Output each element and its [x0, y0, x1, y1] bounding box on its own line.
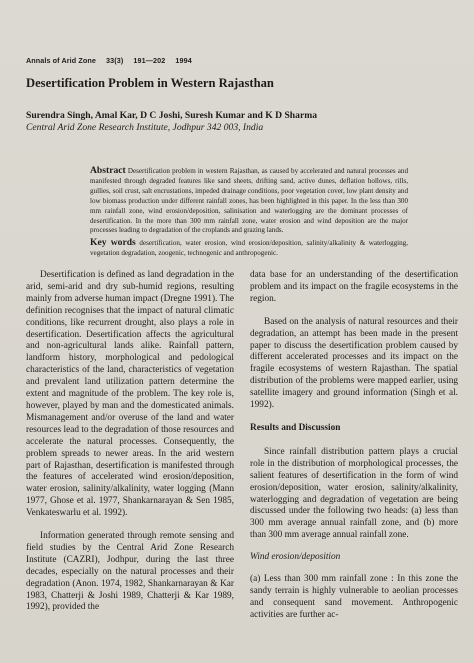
abstract-paragraph [90, 166, 408, 236]
author-affiliation: Central Arid Zone Research Institute, Jodhpur 342 003, India [26, 122, 264, 133]
journal-year: 1994 [175, 56, 192, 65]
abstract-label: Abstract [90, 165, 126, 176]
left-column [26, 270, 234, 625]
keywords-paragraph [90, 238, 408, 259]
abstract-text: Desertification problem in western Rajasthan, as caused by accelerated and natural processes and manifested through degraded features like sand sheets, drifting sand, active dunes, deflation hollows, rills, gullies, soil crust, salt encrustations, impeded drainage conditions, poor vegetation cover, low plant density and low biomass production under different rainfall zones, has been highlighted in this paper. In the less than 300 mm rainfall zone, wind erosion/deposition, salinisation and waterlogging are the dominant processes of desertification. In the more than 300 mm rainfall zone, water erosion and wind deposition are the major processes leading to degradation of the croplands and grazing lands. [90, 167, 408, 235]
results-paragraph-1: Since rainfall distribution pattern plays a crucial role in the distribution of morphological processes, the salient features of desertification in the form of wind erosion/deposition, water erosion, salinity/alkalinity, waterlogging and degradation of vegetation are being discussed under the following two heads: (a) less than 300 mm average annual rainfall zone, and (b) more than 300 mm average annual rainfall zone. [250, 446, 458, 541]
journal-pages: 191—202 [133, 56, 166, 65]
journal-name: Annals of Arid Zone [26, 56, 96, 65]
journal-citation [26, 56, 200, 65]
intro-paragraph-1: Desertification is defined as land degradation in the arid, semi-arid and dry sub-humid regions, resulting mainly from adverse human impact (Dregne 1991). The definition recognises that the impact of natural climatic conditions, like recurrent drought, also plays a role in desertification. Desertification affects the agricultural and non-agricultural lands alike. Rainfall pattern, landform history, morphological and pedological characteristics of the land, characteristics of vegetation and prevalent land utilization pattern determine the extent and magnitude of the problem. The key role is, however, played by man and the domesticated animals. Mismanagement and/or overuse of the land and water resources lead to the degradation of those resources and accelerate the natural processes. Consequently, the problem spreads to newer areas. In the arid western part of Rajasthan, desertification is manifested through the features of accelerated wind erosion/deposition, water erosion, salinity/alkalinity, water logging (Mann 1977, Ghose et al. 1977, Shankarnarayan & Sen 1985, Venkateswarlu et al. 1992). [26, 270, 234, 519]
intro-paragraph-continued: data base for an understanding of the desertification problem and its impact on the fragile ecosystems in the region. [250, 270, 458, 304]
abstract-block [90, 166, 408, 259]
paper-title: Desertification Problem in Western Rajasthan [26, 76, 274, 90]
section-heading: Results and Discussion [250, 422, 341, 433]
intro-paragraph-2: Information generated through remote sensing and field studies by the Central Arid Zone Research Institute (CAZRI), Jodhpur, during the last three decades, especially on the natural processes and their degradation (Anon. 1974, 1982, Shankarnarayan & Kar 1983, Chatterji & Joshi 1989, Chatterji & Kar 1989, 1992), provided the [26, 531, 234, 613]
author-list: Surendra Singh, Amal Kar, D C Joshi, Suresh Kumar and K D Sharma [26, 110, 317, 121]
results-paragraph-2: (a) Less than 300 mm rainfall zone : In this zone the sandy terrain is highly vulnerable to aeolian processes and consequent sand movement. Anthropogenic activities are further ac- [250, 574, 458, 620]
keywords-text: desertification, water erosion, wind erosion/deposition, salinity/alkalinity & waterlogging, vegetation degradation, zoogenic, technogenic and anthropogenic. [90, 239, 409, 258]
right-column [250, 270, 458, 633]
keywords-label: Key words [90, 237, 136, 249]
journal-volume: 33(3) [106, 56, 124, 65]
subsection-heading: Wind erosion/deposition [250, 552, 341, 563]
intro-paragraph-3: Based on the analysis of natural resources and their degradation, an attempt has been made in the present paper to discuss the desertification problem caused by different accelerated processes and its impact on the fragile ecosystems of western Rajasthan. The spatial distribution of the problems were mapped earlier, using satellite imagery and ground information (Singh et al. 1992). [250, 316, 458, 411]
